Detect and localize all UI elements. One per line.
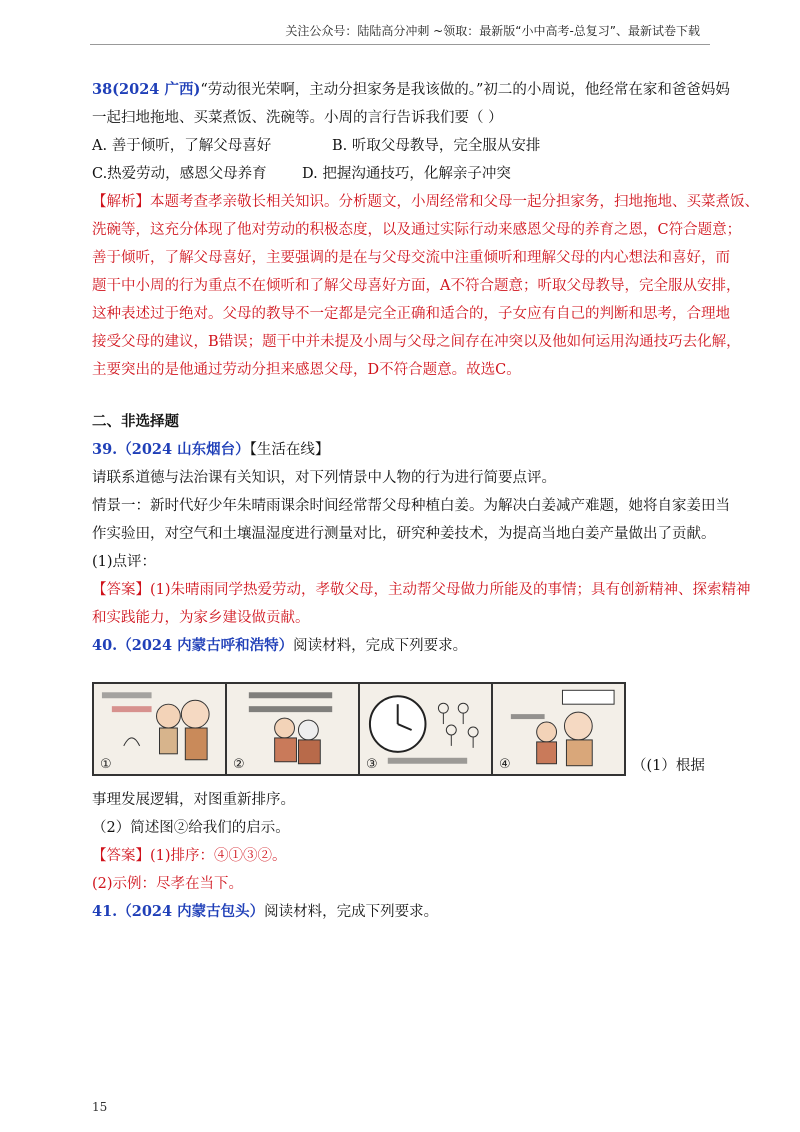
q38-analysis-text: 本题考查孝亲敬长相关知识。分析题文，小周经常和父母一起分担家务，扫地拖地、买菜煮饭、	[150, 194, 759, 210]
question-41	[92, 898, 712, 926]
q38-option-c: C.热爱劳动，感恩父母养育	[92, 166, 267, 182]
q40-sub-question-1-start: （(1）根据	[632, 758, 705, 774]
q39-source: 39.（2024 山东烟台）	[92, 441, 250, 458]
q40-answer	[92, 842, 712, 898]
q39-scene-line-1: 情景一：新时代好少年朱晴雨课余时间经常帮父母种植白姜。为解决白姜减产难题，她将自家姜田当	[92, 498, 730, 514]
panel-4-illustration	[493, 684, 624, 774]
panel-2-illustration	[227, 684, 358, 774]
q40-intro: 阅读材料，完成下列要求。	[293, 638, 468, 654]
q38-option-a: A. 善于倾听，了解父母喜好	[92, 138, 272, 154]
q38-analysis-line: 主要突出的是他通过劳动分担来感恩父母，D不符合题意。故选C。	[92, 362, 521, 378]
q40-source: 40.（2024 内蒙古呼和浩特）	[92, 637, 294, 654]
panel-number: ②	[233, 757, 245, 772]
q38-option-d: D. 把握沟通技巧，化解亲子冲突	[302, 166, 511, 182]
q38-analysis-line: 这种表述过于绝对。父母的教导不一定都是完全正确和适合的，子女应有自己的判断和思考，合理地	[92, 306, 730, 322]
q38-analysis-line: 接受父母的建议，B错误；题干中并未提及小周与父母之间存在冲突以及他如何运用沟通技巧去化解，	[92, 334, 741, 350]
panel-3-illustration	[360, 684, 491, 774]
q40-answer-line-1	[92, 842, 712, 870]
q41-intro: 阅读材料，完成下列要求。	[264, 904, 439, 920]
q40-answer-text: (1)排序：④①③②。	[150, 848, 287, 864]
q38-options-row-1	[92, 132, 712, 160]
question-39	[92, 436, 751, 632]
q39-answer-line-2: 和实践能力，为家乡建设做贡献。	[92, 610, 310, 626]
q39-heading	[92, 436, 712, 464]
q39-sub-question-1: (1)点评：	[92, 554, 157, 570]
q39-answer-label: 【答案】	[92, 582, 150, 598]
q40-comic-row	[92, 682, 712, 786]
q38-analysis-line: 洗碗等，这充分体现了他对劳动的积极态度，以及通过实际行动来感恩父母的养育之恩，C符合题意；	[92, 222, 742, 238]
q38-analysis-line: 善于倾听，了解父母喜好，主要强调的是在与父母交流中注重倾听和理解父母的内心想法和喜好，而	[92, 250, 730, 266]
q38-analysis-line	[92, 188, 759, 216]
section-title: 二、非选择题	[92, 414, 179, 430]
q39-answer-text: (1)朱晴雨同学热爱劳动，孝敬父母，主动帮父母做力所能及的事情；具有创新精神、探索精神	[150, 582, 751, 598]
q39-scene-line-2: 作实验田，对空气和土壤温湿度进行测量对比，研究种姜技术，为提高当地白姜产量做出了贡献。	[92, 526, 716, 542]
q40-sub-question-2: （2）简述图②给我们的启示。	[92, 820, 290, 836]
comic-panel-4	[493, 684, 624, 774]
comic-panel-1	[94, 684, 227, 774]
q39-tag: 【生活在线】	[249, 442, 330, 458]
spacer	[92, 384, 712, 408]
q39-answer-line-1	[92, 576, 751, 604]
q38-analysis-line: 题干中小周的行为重点不在倾听和了解父母喜好方面，A不符合题意；听取父母教导，完全服从安排，	[92, 278, 741, 294]
panel-1-illustration	[94, 684, 225, 774]
comic-strip-image	[92, 682, 626, 776]
q41-heading	[92, 898, 712, 926]
page-header: 关注公众号：陆陆高分冲刺 ~领取：最新版“小中高考-总复习”、最新试卷下载	[285, 24, 700, 38]
main-content	[92, 76, 759, 926]
q39-intro: 请联系道德与法治课有关知识，对下列情景中人物的行为进行简要点评。	[92, 470, 556, 486]
q40-answer-label: 【答案】	[92, 848, 150, 864]
panel-number: ④	[499, 757, 511, 772]
q38-stem-text: “劳动很光荣啊，主动分担家务是我该做的。”初二的小周说，他经常在家和爸爸妈妈	[200, 82, 730, 98]
q38-stem-line-2: 一起扫地拖地、买菜煮饭、洗碗等。小周的言行告诉我们要（ ）	[92, 110, 503, 126]
q40-heading	[92, 632, 712, 660]
q40-sub-question-1-cont: 事理发展逻辑，对图重新排序。	[92, 792, 295, 808]
page-number: 15	[92, 1100, 108, 1114]
q38-source: 38(2024 广西)	[92, 81, 201, 98]
q38-option-b: B. 听取父母教导，完全服从安排	[332, 138, 541, 154]
q38-stem-line-1	[92, 76, 730, 104]
header-divider	[90, 44, 710, 45]
panel-number: ③	[366, 757, 378, 772]
q38-analysis	[92, 188, 759, 384]
q39-answer	[92, 576, 751, 632]
question-40	[92, 632, 712, 898]
q40-answer-line-2: (2)示例：尽孝在当下。	[92, 876, 244, 892]
question-38	[92, 76, 759, 384]
comic-panel-2	[227, 684, 360, 774]
panel-number: ①	[100, 757, 112, 772]
q38-analysis-label: 【解析】	[92, 194, 150, 210]
q38-options-row-2	[92, 160, 712, 188]
comic-panel-3	[360, 684, 493, 774]
q41-source: 41.（2024 内蒙古包头）	[92, 903, 265, 920]
